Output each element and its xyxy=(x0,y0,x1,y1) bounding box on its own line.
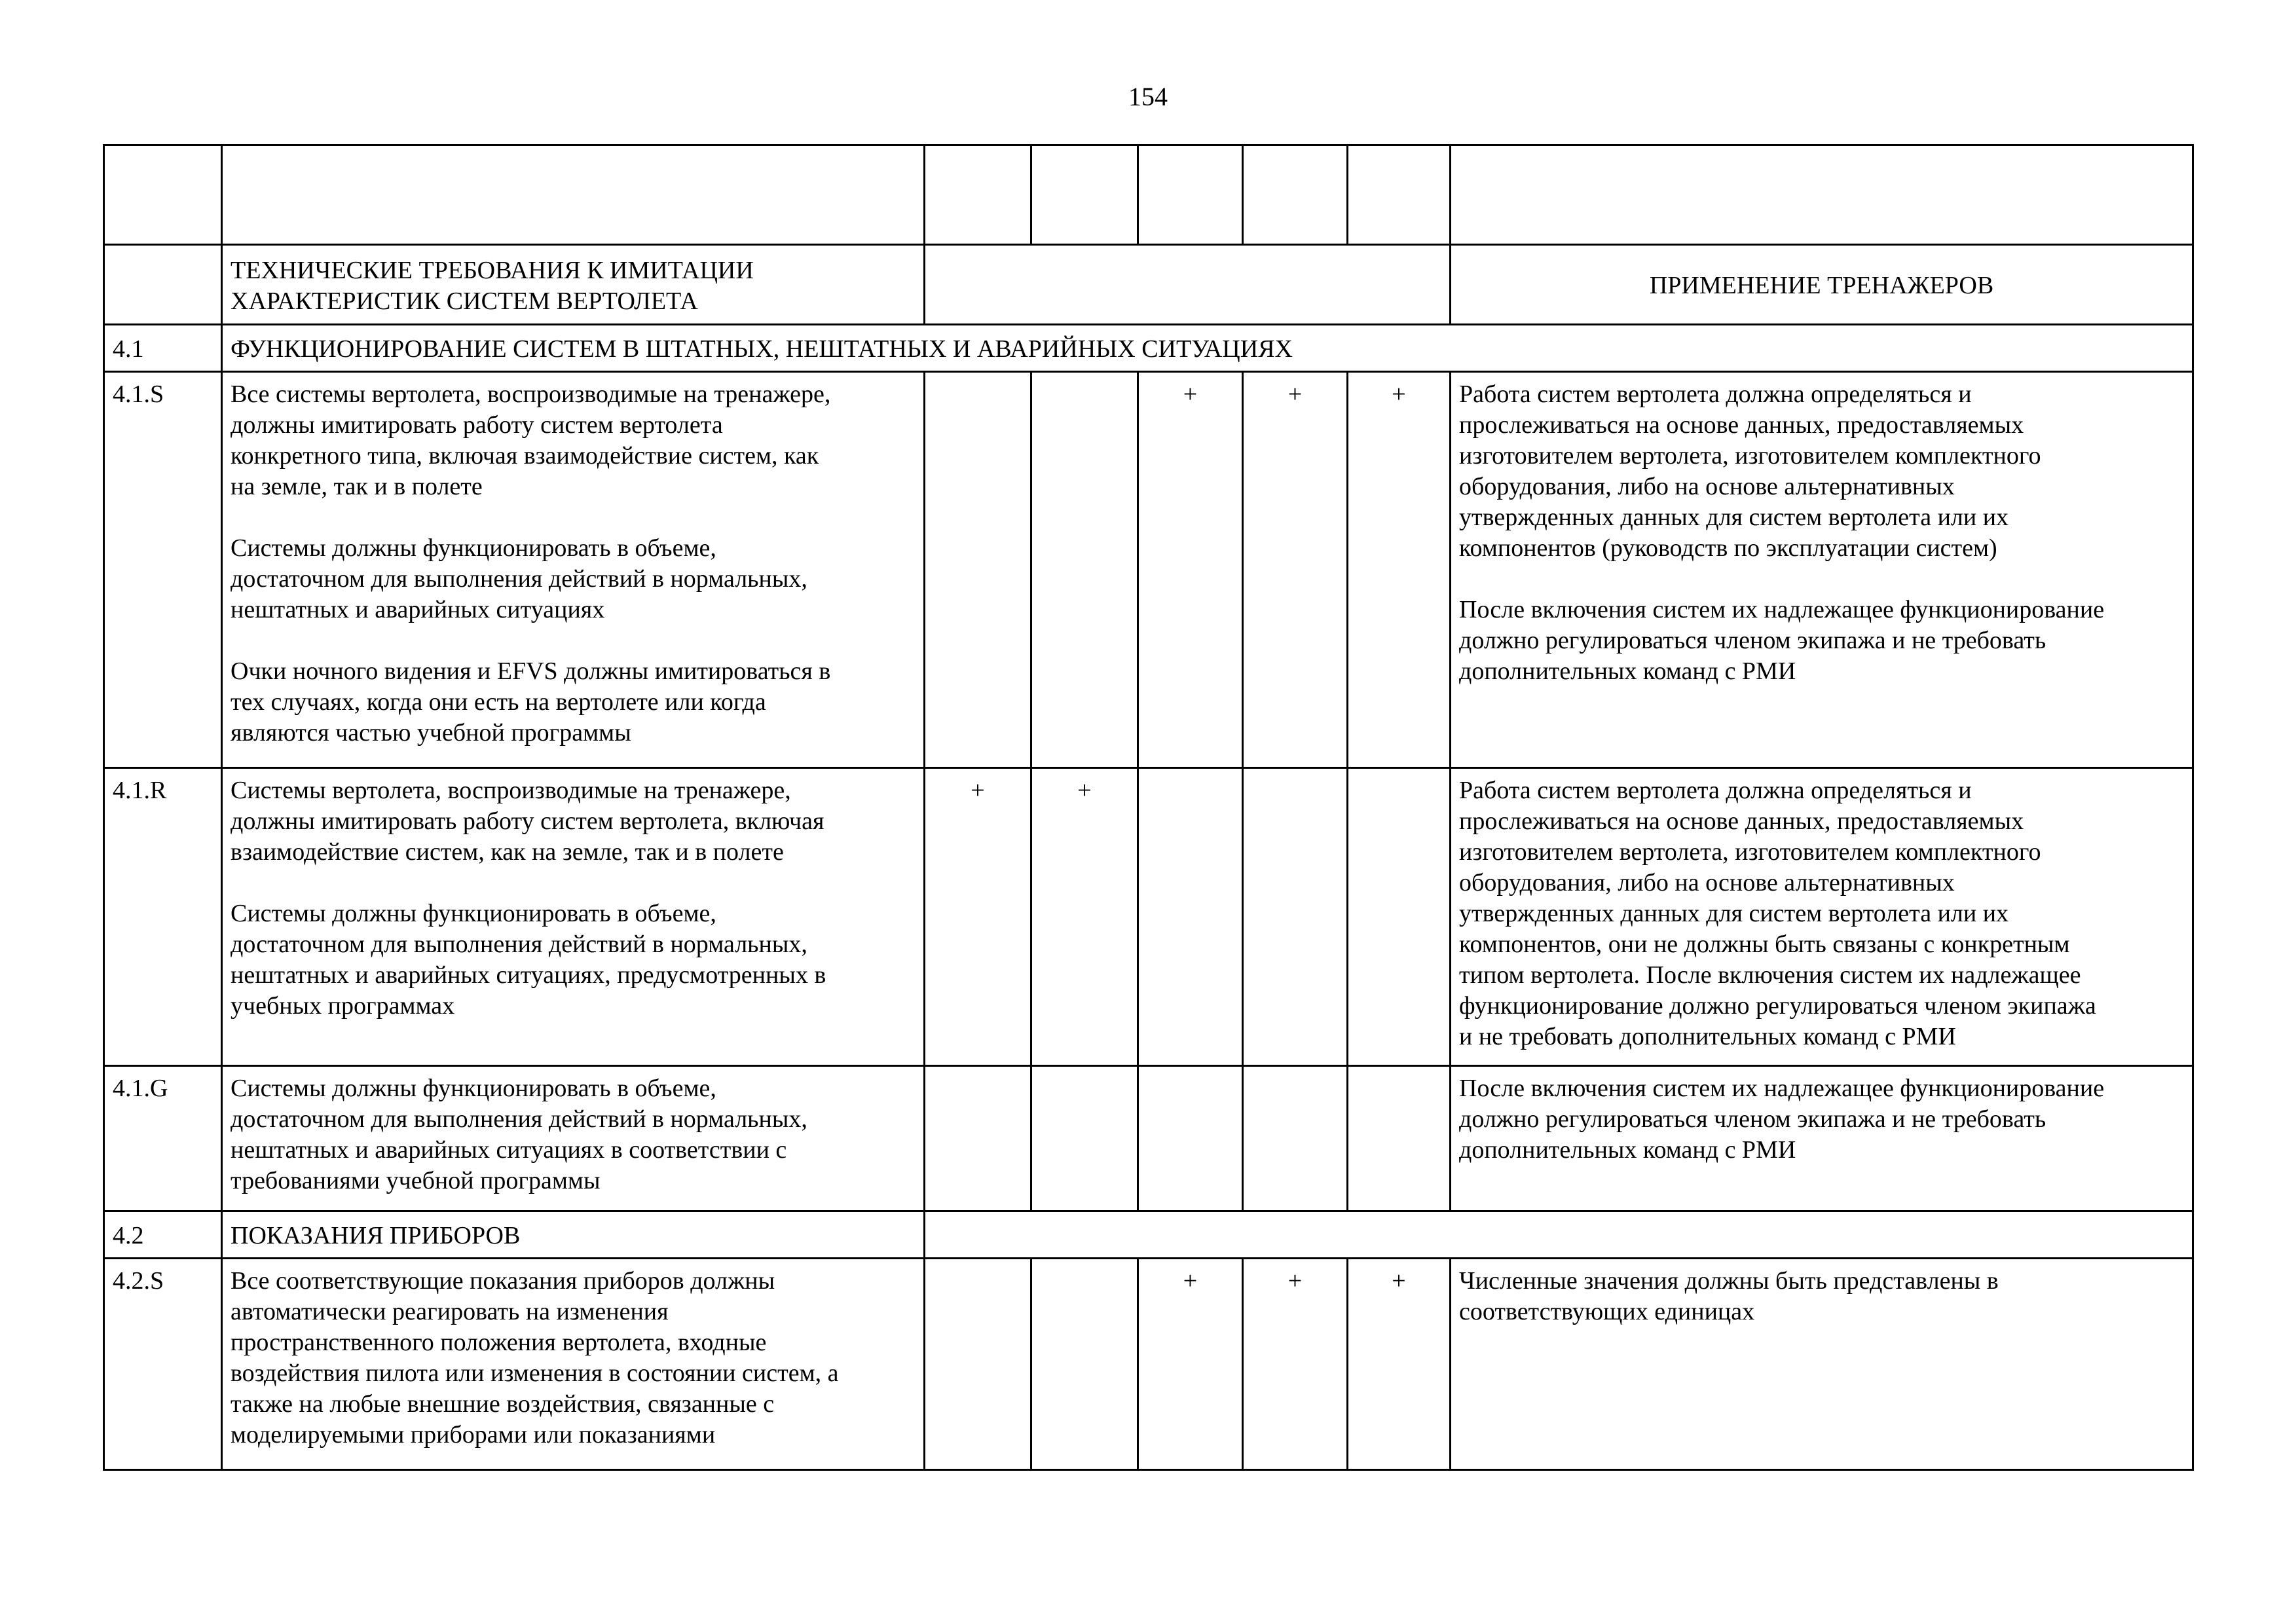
mark-cell xyxy=(1243,1066,1348,1211)
requirement-text: Системы вертолета, воспроизводимые на тренажере, должны имитировать работу систем вертолета, включая взаимодействие систем, как на земле, так и в полете Системы должны функционировать в объеме, достаточном для выполнения действий в нормальных, нештатных и аварийных ситуациях, предусмотренных в учебных программах xyxy=(222,768,925,1066)
mark-cell: + xyxy=(925,768,1031,1066)
blank-cell xyxy=(1031,145,1138,245)
mark-cell xyxy=(1031,1259,1138,1470)
mark-cell: + xyxy=(1031,768,1138,1066)
section-title: ФУНКЦИОНИРОВАНИЕ СИСТЕМ В ШТАТНЫХ, НЕШТАТНЫХ И АВАРИЙНЫХ СИТУАЦИЯХ xyxy=(222,325,2193,372)
mark-cell xyxy=(1348,768,1451,1066)
blank-cell xyxy=(222,145,925,245)
blank-cell xyxy=(925,1211,2193,1259)
blank-cell xyxy=(1451,145,2193,245)
application-text: После включения систем их надлежащее функционирование должно регулироваться членом экипажа и не требовать дополнительных команд с РМИ xyxy=(1451,1066,2193,1211)
requirements-table xyxy=(103,144,2194,1471)
mark-cell: + xyxy=(1348,1259,1451,1470)
mark-cell: + xyxy=(1138,372,1243,768)
requirement-text: Все системы вертолета, воспроизводимые на тренажере, должны имитировать работу систем вертолета конкретного типа, включая взаимодействие систем, как на земле, так и в полете Системы должны функционировать в объеме, достаточном для выполнения действий в нормальных, нештатных и аварийных ситуациях Очки ночного видения и EFVS должны имитироваться в тех случаях, когда они есть на вертолете или когда являются частью учебной программы xyxy=(222,372,925,768)
mark-cell xyxy=(925,1259,1031,1470)
blank-cell xyxy=(925,245,1451,325)
row-number: 4.1.G xyxy=(104,1066,222,1211)
blank-cell xyxy=(104,245,222,325)
mark-cell: + xyxy=(1138,1259,1243,1470)
table-row-4-1-g xyxy=(104,1066,2193,1211)
requirement-text: Все соответствующие показания приборов должны автоматически реагировать на изменения пространственного положения вертолета, входные воздействия пилота или изменения в состоянии систем, а также на любые внешние воздействия, связанные с моделируемыми приборами или показаниями xyxy=(222,1259,925,1470)
mark-cell: + xyxy=(1348,372,1451,768)
mark-cell xyxy=(1243,768,1348,1066)
requirement-text: Системы должны функционировать в объеме, достаточном для выполнения действий в нормальных, нештатных и аварийных ситуациях в соответствии с требованиями учебной программы xyxy=(222,1066,925,1211)
application-text: Численные значения должны быть представлены в соответствующих единицах xyxy=(1451,1259,2193,1470)
mark-cell xyxy=(1138,768,1243,1066)
mark-cell xyxy=(925,372,1031,768)
mark-cell: + xyxy=(1243,372,1348,768)
mark-cell xyxy=(1031,1066,1138,1211)
mark-cell xyxy=(1031,372,1138,768)
application-text: Работа систем вертолета должна определяться и прослеживаться на основе данных, предоставляемых изготовителем вертолета, изготовителем комплектного оборудования, либо на основе альтернативных утвержденных данных для систем вертолета или их компонентов (руководств по эксплуатации систем) После включения систем их надлежащее функционирование должно регулироваться членом экипажа и не требовать дополнительных команд с РМИ xyxy=(1451,372,2193,768)
application-text: Работа систем вертолета должна определяться и прослеживаться на основе данных, предоставляемых изготовителем вертолета, изготовителем комплектного оборудования, либо на основе альтернативных утвержденных данных для систем вертолета или их компонентов, они не должны быть связаны с конкретным типом вертолета. После включения систем их надлежащее функционирование должно регулироваться членом экипажа и не требовать дополнительных команд с РМИ xyxy=(1451,768,2193,1066)
row-number: 4.1.R xyxy=(104,768,222,1066)
row-number: 4.2.S xyxy=(104,1259,222,1470)
mark-cell: + xyxy=(1243,1259,1348,1470)
row-number: 4.1.S xyxy=(104,372,222,768)
title-row xyxy=(104,245,2193,325)
blank-cell xyxy=(1243,145,1348,245)
blank-cell xyxy=(925,145,1031,245)
requirements-column-title: ТЕХНИЧЕСКИЕ ТРЕБОВАНИЯ К ИМИТАЦИИ ХАРАКТЕРИСТИК СИСТЕМ ВЕРТОЛЕТА xyxy=(222,245,925,325)
blank-cell xyxy=(1138,145,1243,245)
blank-cell xyxy=(1348,145,1451,245)
section-number: 4.2 xyxy=(104,1211,222,1259)
mark-cell xyxy=(925,1066,1031,1211)
section-row-4-1 xyxy=(104,325,2193,372)
section-number: 4.1 xyxy=(104,325,222,372)
application-column-title: ПРИМЕНЕНИЕ ТРЕНАЖЕРОВ xyxy=(1451,245,2193,325)
table-row-4-1-s xyxy=(104,372,2193,768)
blank-header-row xyxy=(104,145,2193,245)
mark-cell xyxy=(1138,1066,1243,1211)
mark-cell xyxy=(1348,1066,1451,1211)
page-number: 154 xyxy=(1128,82,1168,111)
blank-cell xyxy=(104,145,222,245)
table-row-4-2-s xyxy=(104,1259,2193,1470)
table-row-4-1-r xyxy=(104,768,2193,1066)
section-row-4-2 xyxy=(104,1211,2193,1259)
section-title: ПОКАЗАНИЯ ПРИБОРОВ xyxy=(222,1211,925,1259)
